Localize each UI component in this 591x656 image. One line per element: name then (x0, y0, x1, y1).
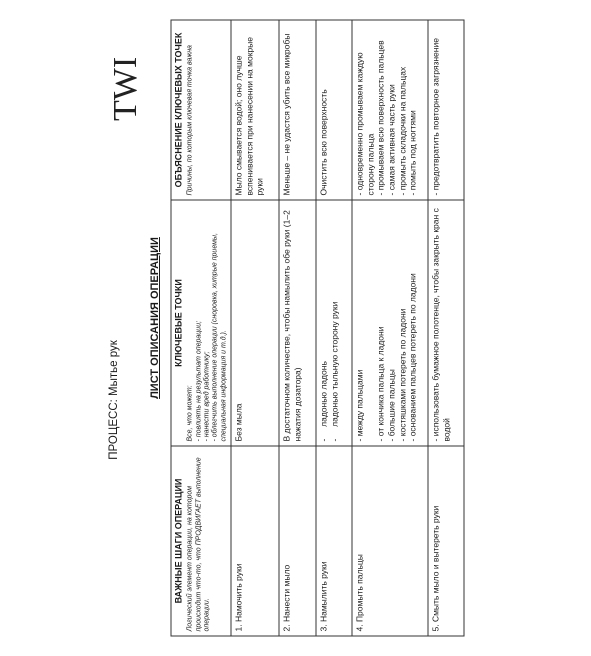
key-point: В достаточном количестве, чтобы намылить обе руки (1–2 нажатия дозатора) (281, 209, 302, 441)
header-key-points-subtitle-line: Все, что может: (186, 384, 194, 441)
key-point: - от кончика пальца к ладони (375, 326, 386, 441)
header-key-points-subtitle-line: - нанести вред работнику; (203, 351, 211, 441)
header-reasons-title: ОБЪЯСНЕНИЕ КЛЮЧЕВЫХ ТОЧЕК (173, 32, 183, 187)
header-steps-subtitle: Логический элемент операции, на котором происходит что-то, что ПРОДВИГАЕТ выполнение операции. (186, 456, 211, 631)
key-point: - большие пальцы (386, 368, 397, 441)
reasons-cell (316, 20, 352, 200)
twi-logo: TWI (107, 56, 144, 121)
header-key-points-title: КЛЮЧЕВЫЕ ТОЧКИ (173, 278, 183, 367)
reasons-cell (279, 20, 316, 200)
reason: - помыть под ногтями (407, 109, 418, 195)
reasons-cell (352, 20, 428, 200)
key-point-spacer (365, 204, 376, 441)
header-reasons-subtitle: Причины, по которым ключевая точка важна (186, 44, 194, 195)
table-row (231, 20, 279, 636)
header-key-points-subtitle-line: - облегчить выполнение операции (сноровка, хитрые приемы, специальная информация и т.д.). (211, 232, 227, 441)
key-points-cell (279, 200, 316, 446)
key-point: - ладонью ладонь (318, 360, 329, 441)
reason: - одновременно промываем каждую сторону пальца (354, 51, 375, 195)
table-row (428, 20, 464, 636)
table-header-row (171, 20, 231, 636)
key-points-cell (352, 200, 428, 446)
sheet-title: ЛИСТ ОПИСАНИЯ ОПЕРАЦИИ (149, 237, 161, 399)
step-cell: 2. Нанести мыло (279, 446, 316, 636)
step-cell: 4. Промыть пальцы (352, 446, 428, 636)
reason: - предотвратить повторное загрязнение (430, 37, 441, 195)
key-point: - костяшками потереть по ладони (396, 308, 407, 441)
table-row (316, 20, 352, 636)
process-label: ПРОЦЕСС: Мытье рук (108, 340, 120, 460)
reason: Очистить всю поверхность (318, 88, 329, 195)
reason: - промываем всю поверхность пальцев (375, 39, 386, 195)
operation-table (170, 19, 464, 636)
step-cell: 3. Намылить руки (316, 446, 352, 636)
header-reasons (171, 20, 231, 200)
header-steps (171, 446, 231, 636)
key-point: - ладонью тыльную сторону руки (328, 301, 339, 441)
key-points-cell (231, 200, 279, 446)
key-point: - основанием пальцев потереть по ладони (407, 272, 418, 441)
key-points-cell (316, 200, 352, 446)
header-key-points-subtitle-line: - повлиять на результат операции; (194, 320, 202, 441)
header-steps-title: ВАЖНЫЕ ШАГИ ОПЕРАЦИИ (173, 478, 183, 603)
header-key-points (171, 200, 231, 446)
reasons-cell (428, 20, 464, 200)
key-point: - между пальцами (354, 369, 365, 441)
table-row (279, 20, 316, 636)
step-cell: 5. Смыть мыло и вытереть руки (428, 446, 464, 636)
key-points-cell (428, 200, 464, 446)
table-row (352, 20, 428, 636)
key-point: - использовать бумажное полотенце, чтобы закрыть кран с водой (430, 207, 451, 441)
key-point: Без мыла (233, 402, 244, 441)
reason: - самая активная часть руки (386, 83, 397, 195)
reason: - промыть складочки на пальцах (396, 66, 407, 195)
step-cell: 1. Намочить руки (231, 446, 279, 636)
reasons-cell (231, 20, 279, 200)
operation-table-wrapper (170, 20, 453, 636)
reason: Меньше – не удастся убить все микробы (281, 33, 292, 195)
reason: Мыло смывается водой; оно лучше вспенивается при нанесении на мокрые руки (233, 36, 265, 195)
